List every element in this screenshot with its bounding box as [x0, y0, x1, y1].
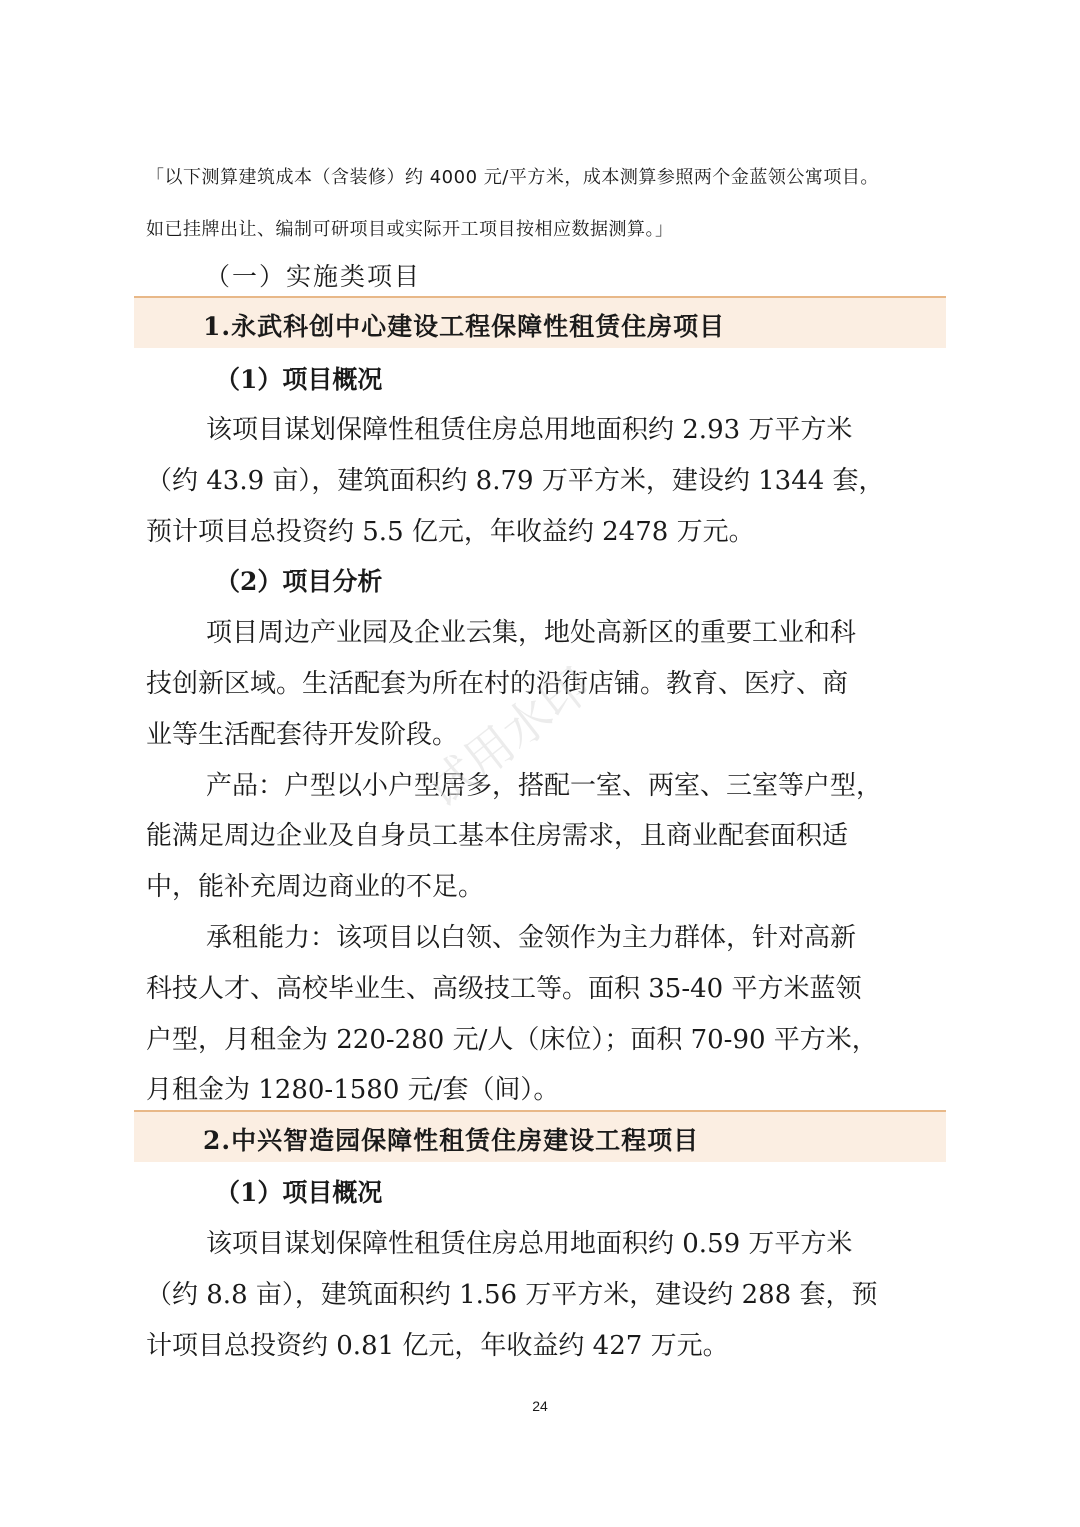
project-2-overview-heading: （1）项目概况 — [215, 1178, 383, 1207]
note-line-2: 如已挂牌出让、编制可研项目或实际开工项目按相应数据测算。」 — [146, 219, 674, 240]
paragraph-line: 承租能力：该项目以白领、金领作为主力群体，针对高新 — [206, 923, 857, 953]
paragraph-line: 科技人才、高校毕业生、高级技工等。面积 35-40 平方米蓝领 — [146, 974, 862, 1004]
project-1-title: 1.永武科创中心建设工程保障性租赁住房项目 — [203, 312, 726, 341]
paragraph-line: 中，能补充周边商业的不足。 — [146, 872, 485, 902]
watermark: 试用水印 — [415, 656, 602, 820]
paragraph-line: 技创新区域。生活配套为所在村的沿街店铺。教育、医疗、商 — [146, 669, 849, 699]
paragraph-line: 月租金为 1280-1580 元/套（间）。 — [146, 1075, 560, 1105]
paragraph-line: 计项目总投资约 0.81 亿元，年收益约 427 万元。 — [146, 1331, 729, 1361]
paragraph-line: 业等生活配套待开发阶段。 — [146, 720, 459, 750]
paragraph-line: 预计项目总投资约 5.5 亿元，年收益约 2478 万元。 — [146, 517, 755, 547]
page-number: 24 — [532, 1398, 548, 1414]
paragraph-line: 能满足周边企业及自身员工基本住房需求，且商业配套面积适 — [146, 821, 849, 851]
paragraph-line: 该项目谋划保障性租赁住房总用地面积约 2.93 万平方米 — [206, 415, 853, 445]
section-heading: （一）实施类项目 — [205, 262, 422, 291]
paragraph-line: 项目周边产业园及企业云集，地处高新区的重要工业和科 — [206, 618, 857, 648]
paragraph-line: 产品：户型以小户型居多，搭配一室、两室、三室等户型， — [206, 771, 883, 801]
paragraph-line: （约 8.8 亩），建筑面积约 1.56 万平方米，建设约 288 套，预 — [146, 1280, 878, 1310]
project-1-overview-heading: （1）项目概况 — [215, 365, 383, 394]
paragraph-line: 户型，月租金为 220-280 元/人（床位）；面积 70-90 平方米， — [146, 1025, 878, 1055]
paragraph-line: （约 43.9 亩），建筑面积约 8.79 万平方米，建设约 1344 套， — [146, 466, 885, 496]
note-line-1: 「以下测算建筑成本（含装修）约 4000 元/平方米，成本测算参照两个金蓝领公寓项目。 — [146, 167, 879, 188]
project-2-title: 2.中兴智造园保障性租赁住房建设工程项目 — [203, 1126, 700, 1155]
project-1-analysis-heading: （2）项目分析 — [215, 567, 383, 596]
paragraph-line: 该项目谋划保障性租赁住房总用地面积约 0.59 万平方米 — [206, 1229, 853, 1259]
